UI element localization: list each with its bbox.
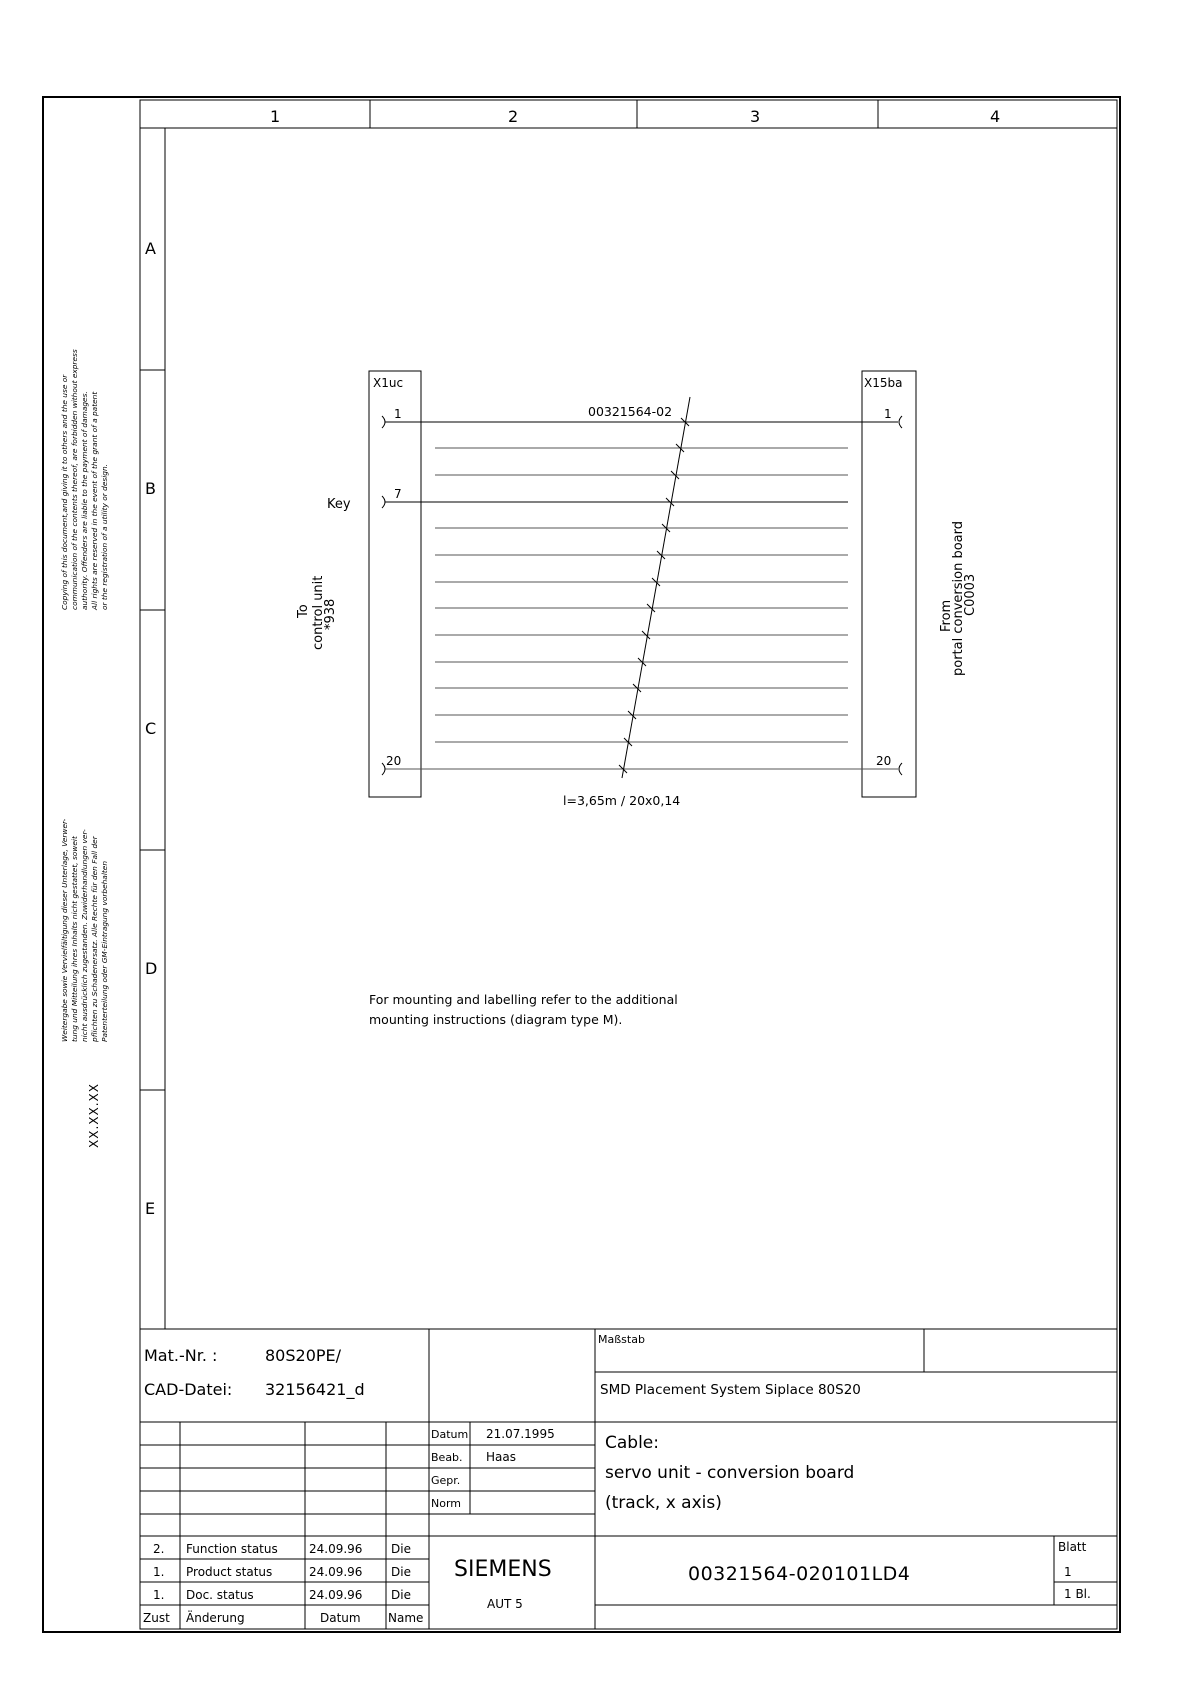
wire-bundle-ticks [619,418,689,773]
sheet-total: 1 Bl. [1064,1587,1091,1601]
status-row [153,1588,411,1602]
right-connector-name: X15ba [864,376,903,390]
svg-text:Doc. status: Doc. status [186,1588,254,1602]
column-label: 2 [508,107,519,126]
mounting-note: mounting instructions (diagram type M). [369,1012,623,1027]
cad-file-value: 32156421_d [265,1380,365,1399]
drawing-title: servo unit - conversion board [605,1463,855,1483]
left-pin-number: 20 [386,754,402,768]
right-source-label [939,521,978,676]
status-row [153,1565,411,1579]
svg-text:pflichten zu Schadenersatz. Al: pflichten zu Schadenersatz. Alle Rechte für den Fall der [90,836,99,1042]
pin-hook [899,416,902,428]
svg-text:Die: Die [391,1542,411,1556]
svg-text:1.: 1. [153,1588,165,1602]
svg-text:24.09.96: 24.09.96 [309,1542,363,1556]
svg-text:portal conversion board: portal conversion board [951,521,966,676]
row-label: C [145,719,157,738]
svg-text:Weitergabe sowie Vervielfältig: Weitergabe sowie Vervielfältigung dieser Unterlage, Verwer- [60,818,69,1042]
status-table-header [143,1610,423,1625]
left-pin-number: 1 [394,407,402,421]
inner-border [140,100,1117,1629]
svg-text:communication of the contents: communication of the contents thereof, are forbidden without express [70,349,79,610]
svg-text:C0003: C0003 [963,573,978,616]
column-label: 3 [750,107,761,126]
wire-bundle [435,448,848,742]
row-label: A [145,239,156,258]
status-row [153,1542,411,1556]
copyright-notice-english [60,349,109,611]
svg-text:1.: 1. [153,1565,165,1579]
system-name: SMD Placement System Siplace 80S20 [600,1382,861,1398]
key-label: Key [327,497,351,512]
beab-value: Haas [486,1450,516,1464]
row-label: D [145,959,158,978]
column-label: 1 [270,107,281,126]
cad-file-label: CAD-Datei: [144,1380,233,1399]
svg-text:nicht ausdrücklich zugestanden: nicht ausdrücklich zugestanden. Zuwiderhandlungen ver- [80,829,89,1042]
outer-border [43,97,1120,1632]
norm-label: Norm [431,1497,462,1510]
pin-hook [382,763,385,775]
row-label: E [145,1199,156,1218]
svg-text:Änderung: Änderung [186,1611,245,1625]
svg-text:Die: Die [391,1565,411,1579]
date-placeholder: XX.XX.XX [87,1083,101,1148]
cable-spec: l=3,65m / 20x0,14 [563,793,681,808]
right-pin-number: 20 [876,754,892,768]
svg-text:24.09.96: 24.09.96 [309,1565,363,1579]
datum-value: 21.07.1995 [486,1427,555,1441]
svg-text:Name: Name [388,1611,424,1625]
svg-text:Product status: Product status [186,1565,273,1579]
left-destination-label [296,576,338,650]
gepr-label: Gepr. [431,1474,461,1487]
mat-nr-label: Mat.-Nr. : [144,1346,218,1365]
row-label: B [145,479,156,498]
beab-label: Beab. [431,1451,463,1464]
cable-bundle-mark [622,397,690,778]
drawing-title: (track, x axis) [605,1493,722,1513]
mounting-note: For mounting and labelling refer to the additional [369,992,678,1007]
left-connector-box [369,371,421,797]
datum-label: Datum [431,1428,469,1441]
svg-text:Zust: Zust [143,1611,170,1625]
svg-text:Die: Die [391,1588,411,1602]
pin-hook [382,416,385,428]
company-name: SIEMENS [454,1557,552,1582]
cable-id: 00321564-02 [588,404,673,419]
svg-text:To: To [296,604,311,618]
blatt-value: 1 [1064,1565,1072,1579]
department: AUT 5 [487,1597,523,1611]
left-connector-name: X1uc [373,376,404,390]
right-connector-box [862,371,916,797]
svg-text:All rights are reserved in the: All rights are reserved in the event of the grant of a patent [90,391,99,610]
svg-text:24.09.96: 24.09.96 [309,1588,363,1602]
svg-text:Patenterteilung oder GM-Eintra: Patenterteilung oder GM-Eintragung vorbehalten [100,860,109,1042]
blatt-label: Blatt [1058,1540,1087,1554]
left-pin-number: 7 [394,487,402,501]
svg-text:2.: 2. [153,1542,165,1556]
svg-text:*938: *938 [323,598,338,630]
svg-text:authority. Offenders are liabl: authority. Offenders are liable to the payment of damages. [80,391,89,610]
svg-text:control unit: control unit [311,575,326,650]
document-number: 00321564-020101LD4 [688,1563,911,1585]
copyright-notice-german [60,818,109,1043]
mat-nr-value: 80S20PE/ [265,1346,342,1365]
pin-hook [382,496,385,508]
svg-text:Copying of this document,and g: Copying of this document,and giving it to others and the use or [60,374,69,610]
right-pin-number: 1 [884,407,892,421]
svg-text:or the registration of a utili: or the registration of a utility or design. [100,463,109,610]
scale-label: Maßstab [598,1333,645,1346]
pin-hook [899,763,902,775]
drawing-title: Cable: [605,1433,659,1453]
svg-text:Datum: Datum [320,1611,361,1625]
svg-text:tung und Mitteilung ihres Inha: tung und Mitteilung ihres Inhalts nicht gestattet, soweit [70,836,79,1042]
svg-text:Function status: Function status [186,1542,278,1556]
column-label: 4 [990,107,1001,126]
svg-text:From: From [939,599,954,632]
